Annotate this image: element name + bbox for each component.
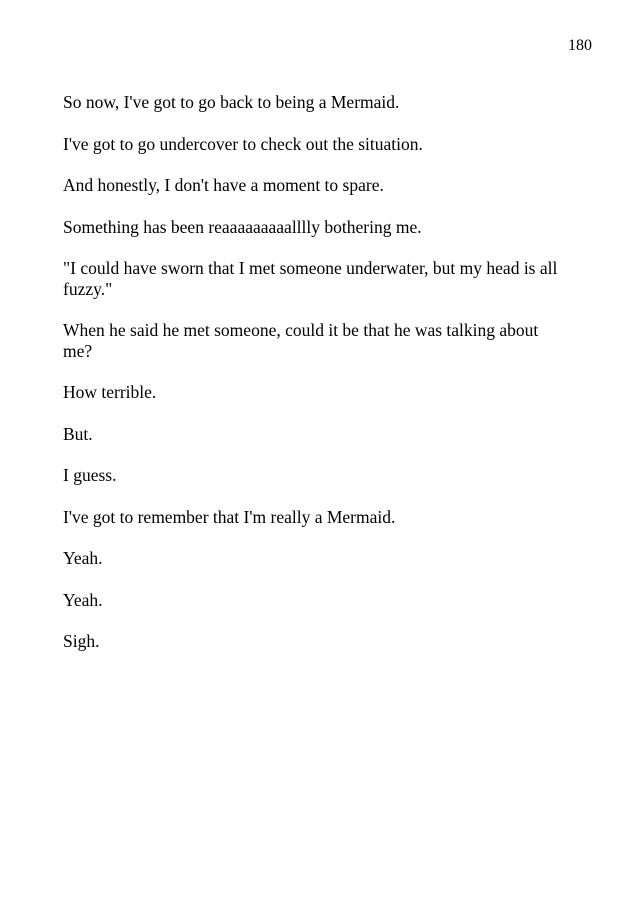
body-text (63, 92, 563, 673)
paragraph: And honestly, I don't have a moment to spare. (63, 175, 384, 195)
paragraph: I've got to remember that I'm really a Mermaid. (63, 506, 396, 527)
paragraph: Yeah. (63, 589, 103, 610)
paragraph: Sigh. (63, 631, 100, 651)
paragraph: Yeah. (63, 548, 103, 568)
paragraph: So now, I've got to go back to being a Mermaid. (63, 92, 400, 112)
paragraph: I guess. (63, 465, 117, 485)
page-number: 180 (568, 37, 592, 54)
paragraph: "I could have sworn that I met someone underwater, but my head is all fuzzy." (63, 258, 558, 299)
paragraph: I've got to go undercover to check out the situation. (63, 133, 423, 154)
paragraph: How terrible. (63, 382, 157, 402)
paragraph: But. (63, 423, 93, 444)
paragraph: Something has been reaaaaaaaaalllly bothering me. (63, 216, 422, 237)
paragraph: When he said he met someone, could it be that he was talking about me? (63, 320, 539, 361)
